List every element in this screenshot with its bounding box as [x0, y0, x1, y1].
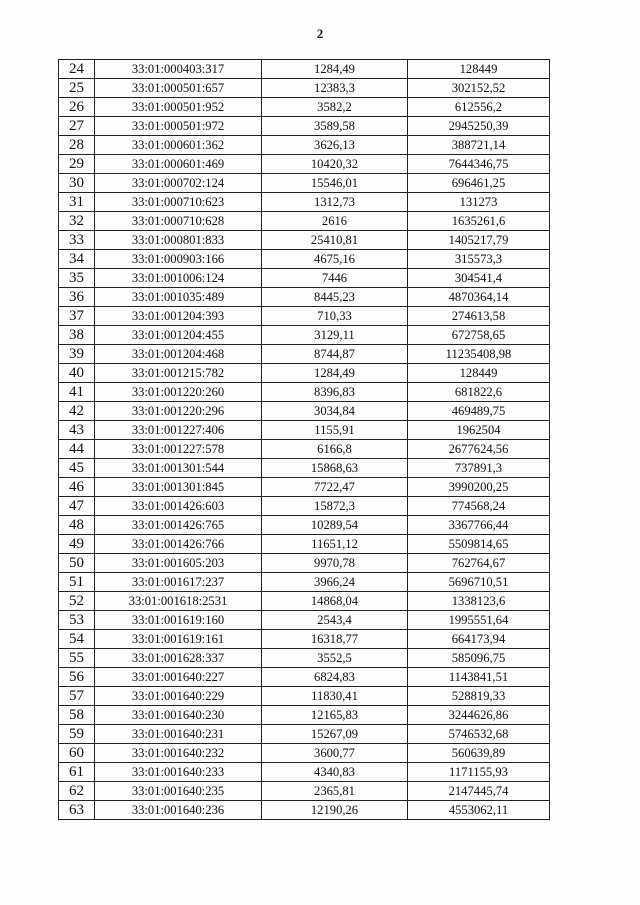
- value-cell: 128449: [408, 364, 550, 383]
- area-cell: 710,33: [262, 307, 408, 326]
- value-cell: 5509814,65: [408, 535, 550, 554]
- area-cell: 9970,78: [262, 554, 408, 573]
- table-row: [59, 744, 550, 763]
- row-number-cell: 52: [59, 592, 95, 611]
- value-cell: 1338123,6: [408, 592, 550, 611]
- cadastral-number-cell: 33:01:001204:455: [95, 326, 262, 345]
- row-number-cell: 51: [59, 573, 95, 592]
- row-number-cell: 47: [59, 497, 95, 516]
- row-number-cell: 61: [59, 763, 95, 782]
- area-cell: 2543,4: [262, 611, 408, 630]
- table-row: [59, 288, 550, 307]
- cadastral-number-cell: 33:01:001426:765: [95, 516, 262, 535]
- value-cell: 315573,3: [408, 250, 550, 269]
- row-number-cell: 26: [59, 98, 95, 117]
- area-cell: 12165,83: [262, 706, 408, 725]
- table-row: [59, 535, 550, 554]
- area-cell: 11830,41: [262, 687, 408, 706]
- table-row: [59, 98, 550, 117]
- area-cell: 10420,32: [262, 155, 408, 174]
- area-cell: 1284,49: [262, 364, 408, 383]
- table-row: [59, 573, 550, 592]
- area-cell: 4675,16: [262, 250, 408, 269]
- row-number-cell: 59: [59, 725, 95, 744]
- area-cell: 3552,5: [262, 649, 408, 668]
- cadastral-number-cell: 33:01:001640:235: [95, 782, 262, 801]
- value-cell: 1143841,51: [408, 668, 550, 687]
- table-row: [59, 250, 550, 269]
- row-number-cell: 33: [59, 231, 95, 250]
- cadastral-number-cell: 33:01:001215:782: [95, 364, 262, 383]
- row-number-cell: 37: [59, 307, 95, 326]
- area-cell: 12190,26: [262, 801, 408, 820]
- table-row: [59, 630, 550, 649]
- page-number: 2: [316, 26, 324, 41]
- cadastral-number-cell: 33:01:001640:229: [95, 687, 262, 706]
- value-cell: 681822,6: [408, 383, 550, 402]
- row-number-cell: 34: [59, 250, 95, 269]
- cadastral-number-cell: 33:01:000710:628: [95, 212, 262, 231]
- cadastral-number-cell: 33:01:001301:845: [95, 478, 262, 497]
- table-row: [59, 782, 550, 801]
- value-cell: 4553062,11: [408, 801, 550, 820]
- row-number-cell: 41: [59, 383, 95, 402]
- area-cell: 6824,83: [262, 668, 408, 687]
- value-cell: 1405217,79: [408, 231, 550, 250]
- area-cell: 11651,12: [262, 535, 408, 554]
- row-number-cell: 40: [59, 364, 95, 383]
- table-row: [59, 554, 550, 573]
- area-cell: 1312,73: [262, 193, 408, 212]
- cadastral-number-cell: 33:01:001640:232: [95, 744, 262, 763]
- table-row: [59, 801, 550, 820]
- value-cell: 302152,52: [408, 79, 550, 98]
- area-cell: 12383,3: [262, 79, 408, 98]
- area-cell: 6166,8: [262, 440, 408, 459]
- area-cell: 15872,3: [262, 497, 408, 516]
- cadastral-number-cell: 33:01:001227:578: [95, 440, 262, 459]
- table-row: [59, 497, 550, 516]
- cadastral-number-cell: 33:01:001426:603: [95, 497, 262, 516]
- table-row: [59, 345, 550, 364]
- table-row: [59, 402, 550, 421]
- table-row: [59, 136, 550, 155]
- cadastral-number-cell: 33:01:001619:160: [95, 611, 262, 630]
- cadastral-number-cell: 33:01:000903:166: [95, 250, 262, 269]
- area-cell: 15267,09: [262, 725, 408, 744]
- value-cell: 585096,75: [408, 649, 550, 668]
- row-number-cell: 39: [59, 345, 95, 364]
- cadastral-number-cell: 33:01:001640:231: [95, 725, 262, 744]
- value-cell: 5746532,68: [408, 725, 550, 744]
- table-row: [59, 193, 550, 212]
- table-row: [59, 79, 550, 98]
- cadastral-number-cell: 33:01:001640:227: [95, 668, 262, 687]
- row-number-cell: 30: [59, 174, 95, 193]
- cadastral-number-cell: 33:01:000501:952: [95, 98, 262, 117]
- value-cell: 469489,75: [408, 402, 550, 421]
- row-number-cell: 60: [59, 744, 95, 763]
- area-cell: 14868,04: [262, 592, 408, 611]
- table-row: [59, 763, 550, 782]
- row-number-cell: 36: [59, 288, 95, 307]
- cadastral-number-cell: 33:01:000601:469: [95, 155, 262, 174]
- cadastral-number-cell: 33:01:000501:657: [95, 79, 262, 98]
- cadastral-number-cell: 33:01:001035:489: [95, 288, 262, 307]
- row-number-cell: 56: [59, 668, 95, 687]
- area-cell: 15546,01: [262, 174, 408, 193]
- table-row: [59, 383, 550, 402]
- row-number-cell: 54: [59, 630, 95, 649]
- row-number-cell: 32: [59, 212, 95, 231]
- value-cell: 128449: [408, 60, 550, 79]
- area-cell: 3600,77: [262, 744, 408, 763]
- area-cell: 8744,87: [262, 345, 408, 364]
- value-cell: 1962504: [408, 421, 550, 440]
- cadastral-number-cell: 33:01:000501:972: [95, 117, 262, 136]
- table-row: [59, 364, 550, 383]
- cadastral-number-cell: 33:01:001640:230: [95, 706, 262, 725]
- area-cell: 3966,24: [262, 573, 408, 592]
- table-row: [59, 155, 550, 174]
- cadastral-number-cell: 33:01:001617:237: [95, 573, 262, 592]
- cadastral-number-cell: 33:01:001605:203: [95, 554, 262, 573]
- value-cell: 672758,65: [408, 326, 550, 345]
- cadastral-number-cell: 33:01:000403:317: [95, 60, 262, 79]
- area-cell: 3582,2: [262, 98, 408, 117]
- area-cell: 10289,54: [262, 516, 408, 535]
- value-cell: 3990200,25: [408, 478, 550, 497]
- cadastral-number-cell: 33:01:001628:337: [95, 649, 262, 668]
- value-cell: 1635261,6: [408, 212, 550, 231]
- value-cell: 1171155,93: [408, 763, 550, 782]
- value-cell: 560639,89: [408, 744, 550, 763]
- table-row: [59, 687, 550, 706]
- row-number-cell: 53: [59, 611, 95, 630]
- table-row: [59, 706, 550, 725]
- value-cell: 528819,33: [408, 687, 550, 706]
- value-cell: 2945250,39: [408, 117, 550, 136]
- table-row: [59, 117, 550, 136]
- value-cell: 4870364,14: [408, 288, 550, 307]
- row-number-cell: 58: [59, 706, 95, 725]
- value-cell: 2147445,74: [408, 782, 550, 801]
- table-row: [59, 592, 550, 611]
- area-cell: 3129,11: [262, 326, 408, 345]
- row-number-cell: 28: [59, 136, 95, 155]
- table-row: [59, 668, 550, 687]
- table-row: [59, 421, 550, 440]
- area-cell: 2365,81: [262, 782, 408, 801]
- value-cell: 664173,94: [408, 630, 550, 649]
- table-row: [59, 307, 550, 326]
- value-cell: 612556,2: [408, 98, 550, 117]
- row-number-cell: 31: [59, 193, 95, 212]
- row-number-cell: 63: [59, 801, 95, 820]
- area-cell: 2616: [262, 212, 408, 231]
- cadastral-number-cell: 33:01:000702:124: [95, 174, 262, 193]
- value-cell: 1995551,64: [408, 611, 550, 630]
- cadastral-number-cell: 33:01:001220:296: [95, 402, 262, 421]
- value-cell: 3367766,44: [408, 516, 550, 535]
- cadastral-number-cell: 33:01:001640:233: [95, 763, 262, 782]
- table-row: [59, 459, 550, 478]
- row-number-cell: 43: [59, 421, 95, 440]
- cadastral-number-cell: 33:01:001618:2531: [95, 592, 262, 611]
- value-cell: 304541,4: [408, 269, 550, 288]
- value-cell: 11235408,98: [408, 345, 550, 364]
- row-number-cell: 42: [59, 402, 95, 421]
- cadastral-number-cell: 33:01:001006:124: [95, 269, 262, 288]
- value-cell: 737891,3: [408, 459, 550, 478]
- area-cell: 4340,83: [262, 763, 408, 782]
- area-cell: 15868,63: [262, 459, 408, 478]
- cadastral-number-cell: 33:01:001301:544: [95, 459, 262, 478]
- area-cell: 7446: [262, 269, 408, 288]
- cadastral-number-cell: 33:01:001426:766: [95, 535, 262, 554]
- row-number-cell: 27: [59, 117, 95, 136]
- cadastral-number-cell: 33:01:000601:362: [95, 136, 262, 155]
- table-row: [59, 725, 550, 744]
- table-row: [59, 326, 550, 345]
- table-row: [59, 611, 550, 630]
- row-number-cell: 25: [59, 79, 95, 98]
- row-number-cell: 57: [59, 687, 95, 706]
- table-row: [59, 440, 550, 459]
- area-cell: 1284,49: [262, 60, 408, 79]
- cadastral-number-cell: 33:01:001220:260: [95, 383, 262, 402]
- value-cell: 274613,58: [408, 307, 550, 326]
- cadastral-number-cell: 33:01:001619:161: [95, 630, 262, 649]
- cadastral-number-cell: 33:01:001204:468: [95, 345, 262, 364]
- cadastral-number-cell: 33:01:001640:236: [95, 801, 262, 820]
- value-cell: 388721,14: [408, 136, 550, 155]
- area-cell: 1155,91: [262, 421, 408, 440]
- area-cell: 8396,83: [262, 383, 408, 402]
- value-cell: 762764,67: [408, 554, 550, 573]
- value-cell: 774568,24: [408, 497, 550, 516]
- row-number-cell: 50: [59, 554, 95, 573]
- row-number-cell: 24: [59, 60, 95, 79]
- area-cell: 7722,47: [262, 478, 408, 497]
- cadastral-number-cell: 33:01:001227:406: [95, 421, 262, 440]
- table-row: [59, 60, 550, 79]
- row-number-cell: 45: [59, 459, 95, 478]
- area-cell: 8445,23: [262, 288, 408, 307]
- row-number-cell: 29: [59, 155, 95, 174]
- row-number-cell: 49: [59, 535, 95, 554]
- area-cell: 3626,13: [262, 136, 408, 155]
- value-cell: 2677624,56: [408, 440, 550, 459]
- row-number-cell: 38: [59, 326, 95, 345]
- table-body: [59, 60, 550, 820]
- value-cell: 5696710,51: [408, 573, 550, 592]
- table-row: [59, 231, 550, 250]
- value-cell: 696461,25: [408, 174, 550, 193]
- value-cell: 131273: [408, 193, 550, 212]
- value-cell: 7644346,75: [408, 155, 550, 174]
- area-cell: 3034,84: [262, 402, 408, 421]
- row-number-cell: 62: [59, 782, 95, 801]
- area-cell: 16318,77: [262, 630, 408, 649]
- table-row: [59, 649, 550, 668]
- area-cell: 25410,81: [262, 231, 408, 250]
- table-row: [59, 516, 550, 535]
- row-number-cell: 46: [59, 478, 95, 497]
- row-number-cell: 55: [59, 649, 95, 668]
- row-number-cell: 44: [59, 440, 95, 459]
- cadastral-number-cell: 33:01:001204:393: [95, 307, 262, 326]
- cadastral-number-cell: 33:01:000710:623: [95, 193, 262, 212]
- row-number-cell: 48: [59, 516, 95, 535]
- cadastral-number-cell: 33:01:000801:833: [95, 231, 262, 250]
- table-row: [59, 478, 550, 497]
- row-number-cell: 35: [59, 269, 95, 288]
- table-row: [59, 212, 550, 231]
- table-row: [59, 174, 550, 193]
- table-row: [59, 269, 550, 288]
- cadastral-table: [58, 59, 550, 820]
- area-cell: 3589,58: [262, 117, 408, 136]
- value-cell: 3244626,86: [408, 706, 550, 725]
